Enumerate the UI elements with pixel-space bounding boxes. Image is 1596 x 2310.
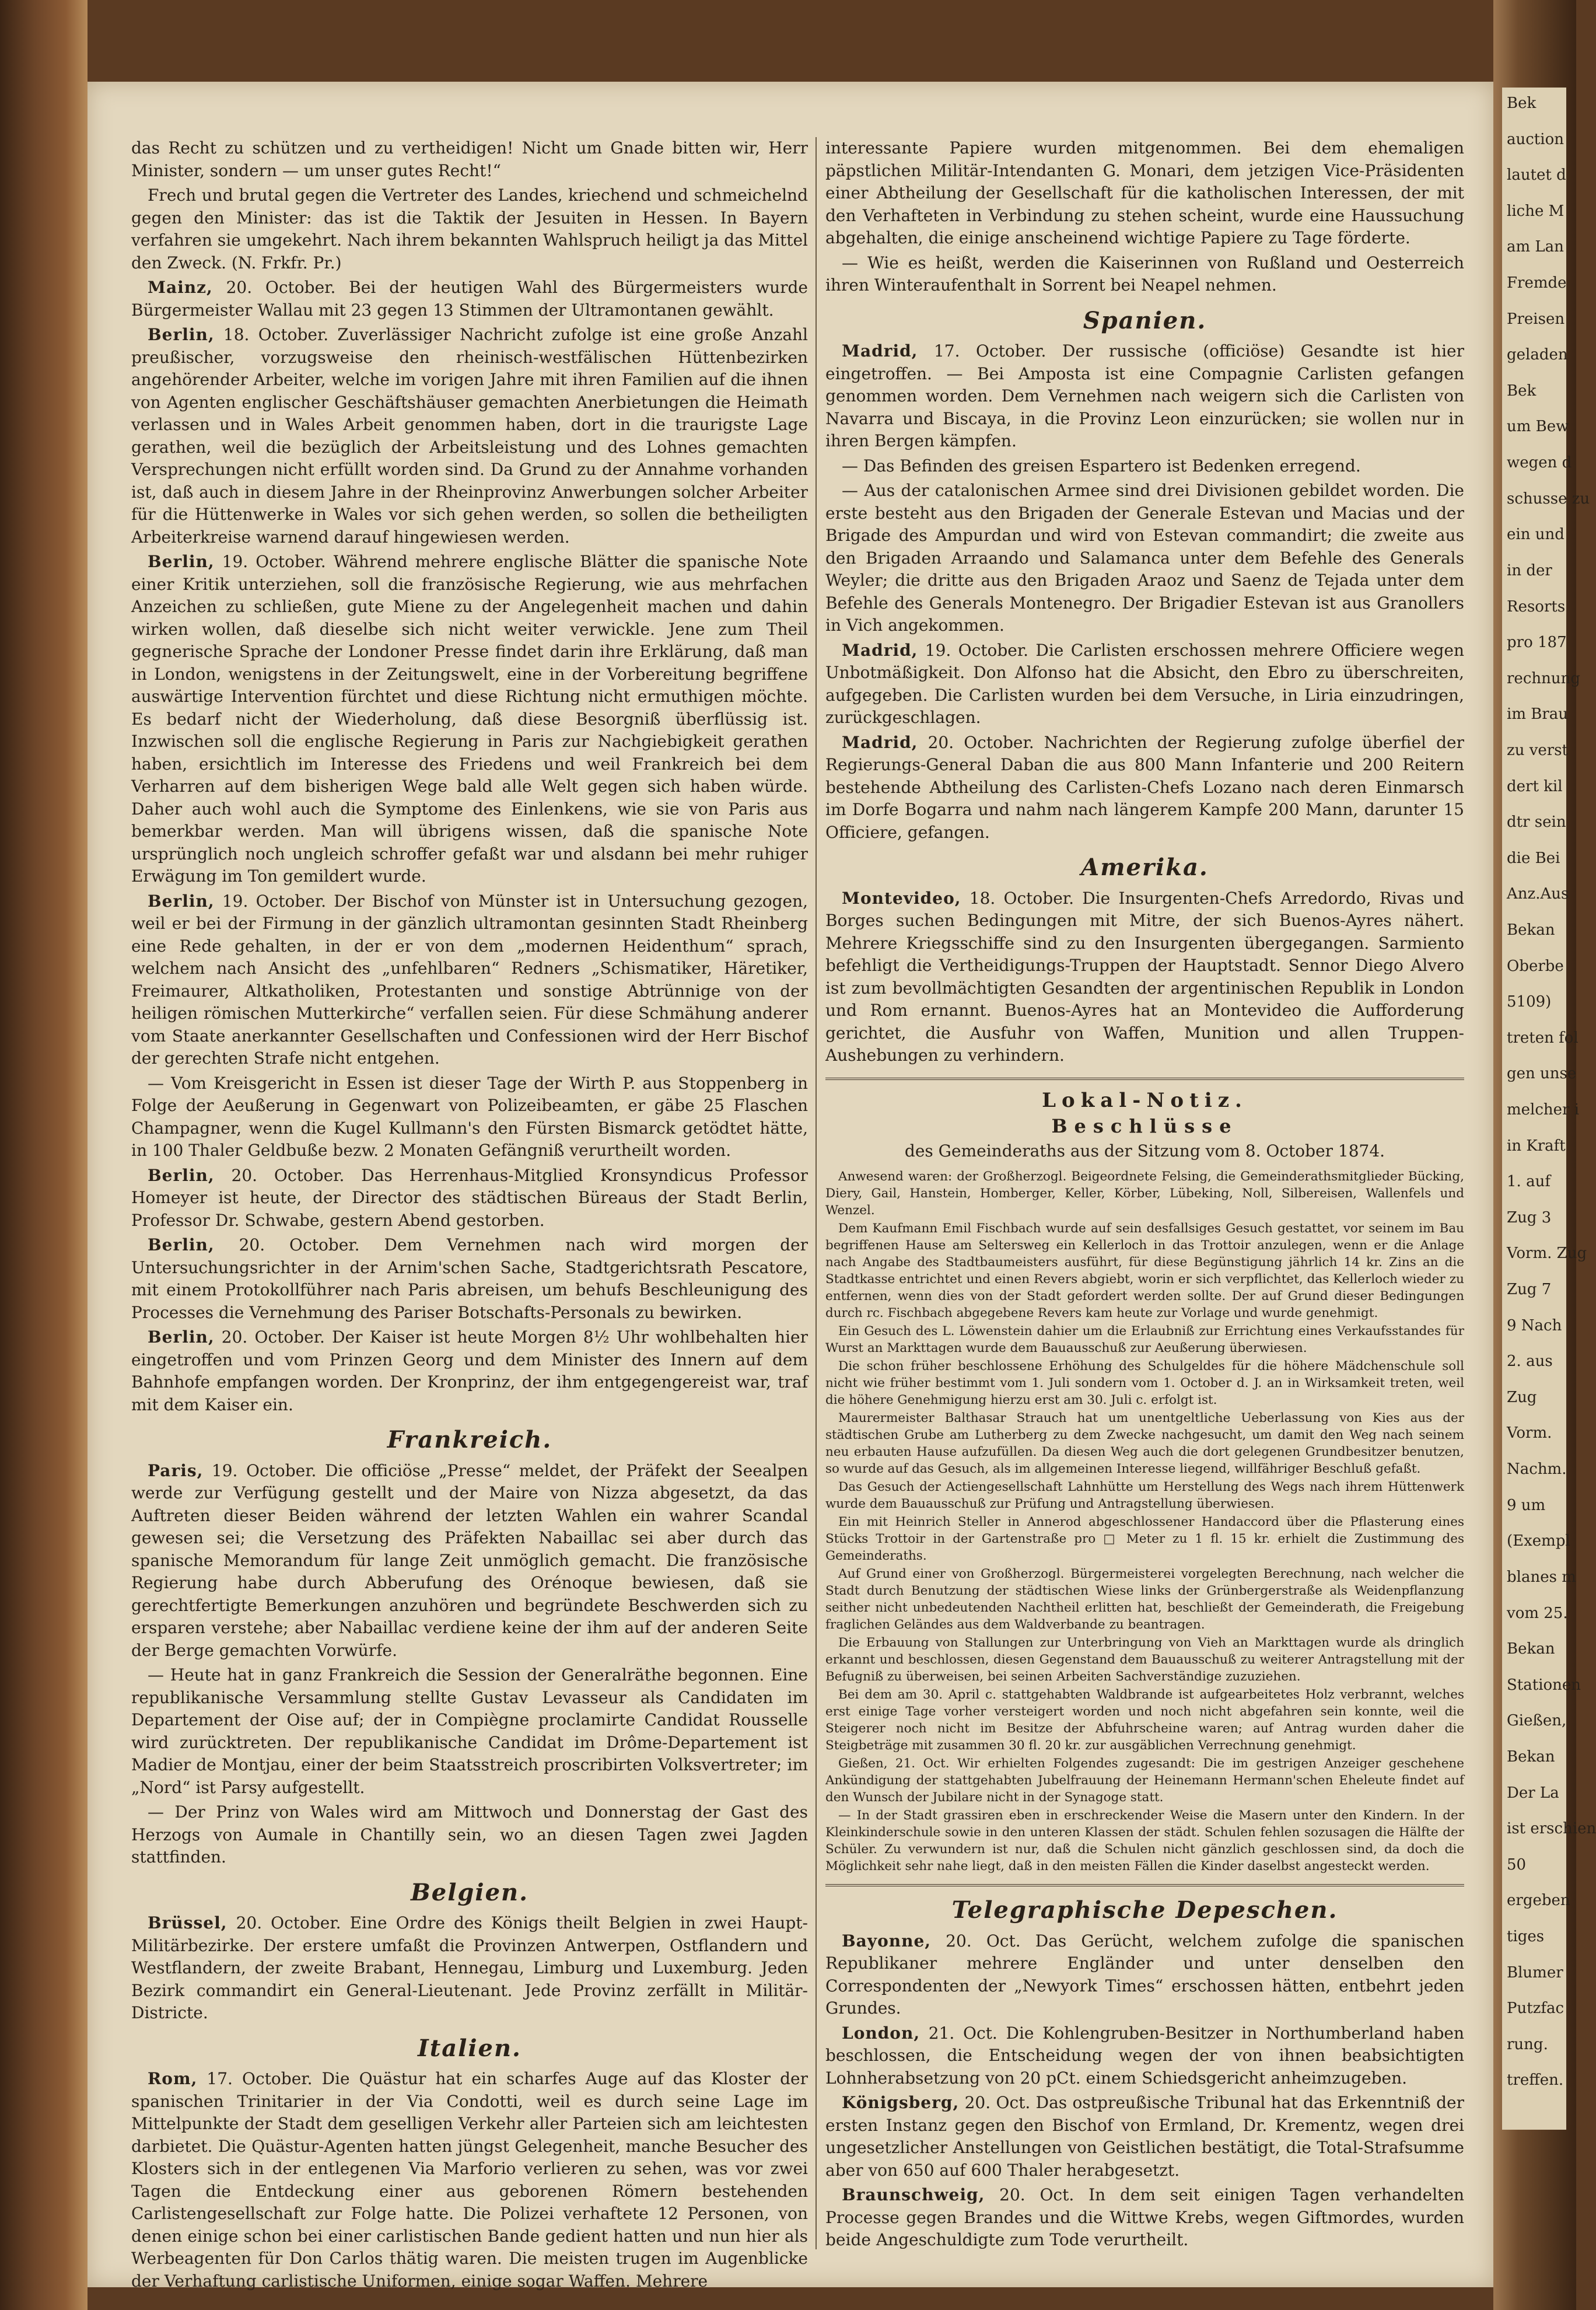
- next-page-fragment: Zug 3: [1507, 1208, 1552, 1226]
- dispatch-text: 18. October. Die Insurgenten-Chefs Arredordo, Rivas und Borges suchen Bedingungen mit Mitre, der sich Buenos-Ayres nähert. Mehrere Kriegsschiffe sind zu den Insurgenten übergegangen. Sarmiento befehligt die Vertheidigungs-Truppen der Hauptstadt. Sennor Diego Alvero ist zum bevollmächtigten Gesandten der argentinischen Republik in London und Rom ernannt. Buenos-Ayres hat an Montevideo die Aufforderung gerichtet, die Ausfuhr von Waffen, Munition und allen Truppen-Aushebungen zu verhindern.: [825, 888, 1464, 1065]
- dispatch-text: 20. October. Dem Vernehmen nach wird morgen der Untersuchungsrichter in der Arnim'schen Sache, Stadtgerichtsrath Pescatore, mit einem Protokollführer nach Paris abreisen, um behufs Beschleunigung des Processes die Vernehmung des Pariser Botschafts-Personals zu bewirken.: [131, 1235, 808, 1322]
- dispatch-berlin: [131, 890, 808, 1070]
- dispatch-text: 20. October. Eine Ordre des Königs theilt Belgien in zwei Haupt-Militärbezirke. Der erstere umfaßt die Provinzen Antwerpen, Ostflandern und Westflandern, der zweite Brabant, Hennegau, Limburg und Luxemburg. Jeden Bezirk commandirt ein General-Lieutenant. Jede Provinz zerfällt in Militär-Districte.: [131, 1913, 808, 2022]
- dispatch-text: 20. Oct. Das ostpreußische Tribunal hat das Erkenntniß der ersten Instanz gegen den Bischof von Ermland, Dr. Krementz, wegen drei ungesetzlicher Anstellungen von Geistlichen bestätigt, die Total-Strafsumme aber von 650 auf 600 Thaler herabgesetzt.: [825, 2093, 1465, 2180]
- lokal-notiz-date: des Gemeinderaths aus der Sitzung vom 8. October 1874.: [904, 1141, 1385, 1161]
- next-page-strip: [1502, 88, 1596, 2130]
- next-page-fragment: 5109): [1507, 993, 1552, 1011]
- dateline: Berlin,: [148, 552, 215, 571]
- next-page-fragment: Vorm.: [1507, 1424, 1552, 1442]
- dispatch-madrid: [825, 340, 1464, 453]
- next-page-fragment: treffen.: [1507, 2071, 1564, 2089]
- next-page-fragment: 2. aus: [1507, 1353, 1553, 1371]
- dispatch-text: 20. October. Das Herrenhaus-Mitglied Kronsyndicus Professor Homeyer ist heute, der Director des städtischen Büreaus der Stadt Berlin, Professor Dr. Schwabe, gestern Abend gestorben.: [131, 1165, 808, 1230]
- left-column: [131, 137, 808, 2291]
- dispatch-koenigsberg: [825, 2092, 1464, 2182]
- dateline: London,: [842, 2023, 921, 2043]
- next-page-fragment: wegen d: [1507, 454, 1572, 472]
- next-page-fragment: Zug: [1507, 1388, 1537, 1406]
- next-page-fragment: ist erschien: [1507, 1820, 1596, 1838]
- dateline: Madrid,: [842, 640, 918, 660]
- dispatch-text: 19. October. Die officiöse „Presse“ meldet, der Präfekt der Seealpen werde zur Verfügung gestellt und der Maire von Nizza abgesetzt, da das Auftreten dieser Beiden während der letzten Wahlen ein wahrer Scandal gewesen sei; die Versetzung des Präfekten Nabaillac sei aber durch das spanische Memorandum für lange Zeit unmöglich gemacht. Die französische Regierung habe durch Abberufung des Orénoque bewiesen, daß sie gerechtfertigte Bemerkungen anzuhören und begründete Beschwerden sich zu ersparen verstehe; aber Nabaillac verdiene keine der ihm auf der anderen Seite der Berge gemachten Vorwürfe.: [131, 1460, 808, 1660]
- column-divider: [816, 137, 817, 2249]
- lokal-notiz-box: [825, 1078, 1464, 1887]
- dispatch-text: 17. October. Der russische (officiöse) Gesandte ist hier eingetroffen. — Bei Amposta ist eine Compagnie Carlisten gefangen genommen worden. Dem Vernehmen nach weigern sich die Carlisten von Navarra und Biscaya, in die Provinz Leon einzurücken; sie wollen nur in ihren Bergen kämpfen.: [825, 341, 1464, 450]
- dispatch-bruessel: [131, 1912, 808, 2025]
- dispatch-text: 20. October. Nachrichten der Regierung zufolge überfiel der Regierungs-General Daban die aus 800 Mann Infanterie und 200 Reitern bestehende Abtheilung des Carlisten-Chefs Lozano nach deren Einmarsch im Dorfe Bogarra und nahm nach längerem Kampfe 200 Mann, darunter 15 Officiere, gefangen.: [825, 732, 1464, 842]
- article-text: — Wie es heißt, werden die Kaiserinnen von Rußland und Oesterreich ihren Winteraufenthalt in Sorrent bei Neapel nehmen.: [825, 253, 1464, 295]
- dateline: Braunschweig,: [842, 2185, 985, 2204]
- section-heading-telegraph: Telegraphische Depeschen.: [951, 1896, 1338, 1924]
- dispatch-bayonne: [825, 1930, 1464, 2020]
- dateline: Brüssel,: [148, 1913, 228, 1932]
- dispatch-madrid: [825, 639, 1464, 729]
- dateline: Madrid,: [842, 732, 918, 752]
- section-heading-italien: Italien.: [418, 2034, 522, 2062]
- next-page-fragment: 1. auf: [1507, 1173, 1550, 1191]
- right-column: [825, 137, 1464, 2249]
- next-page-fragment: rechnung: [1507, 669, 1581, 687]
- article-text: das Recht zu schützen und zu vertheidigen! Nicht um Gnade bitten wir, Herr Minister, sondern — um unser gutes Recht!“: [131, 138, 808, 180]
- article-text: — Der Prinz von Wales wird am Mittwoch und Donnerstag der Gast des Herzogs von Aumale in Chantilly sein, wo an diesen Tagen zwei Jagden stattfinden.: [131, 1802, 808, 1867]
- dispatch-text: 17. October. Die Quästur hat ein scharfes Auge auf das Kloster der spanischen Trinitarier in der Via Condotti, weil es durch seine Lage im Mittelpunkte der Stadt dem geselligen Verkehr aller Parteien sich am leichtesten darbietet. Die Quästur-Agenten hatten jüngst Gelegenheit, manche Besucher des Klosters sich in der entlegenen Via Marforio verlieren zu sehen, was vor zwei Tagen die Entdeckung einer aus geborenen Römern bestehenden Carlistengesellschaft zur Folge hatte. Die Polizei verhaftete 12 Personen, von denen einige schon bei einer carlistischen Bande gedient hatten und nun hier als Werbeagenten für Don Carlos thätig waren. Die meisten trugen im Augenblicke der Verhaftung carlistische Uniformen, einige sogar Waffen. Mehrere: [131, 2069, 808, 2291]
- dispatch-text: 19. October. Die Carlisten erschossen mehrere Officiere wegen Unbotmäßigkeit. Don Alfonso hat die Absicht, den Ebro zu überschreiten, aufgegeben. Die Carlisten wurden bei dem Versuche, in Liria einzudringen, zurückgeschlagen.: [825, 640, 1464, 727]
- next-page-fragment: Preisen: [1507, 310, 1565, 328]
- resolution: Ein Gesuch des L. Löwenstein dahier um die Erlaubniß zur Errichtung eines Verkaufsstandes für Wurst an Markttagen wurde dem Bauausschuß zur Aeußerung überwiesen.: [825, 1324, 1464, 1355]
- dateline: Paris,: [148, 1460, 204, 1480]
- next-page-fragment: (Exempl: [1507, 1532, 1570, 1550]
- dateline: Berlin,: [148, 891, 215, 911]
- next-page-fragment: tiges: [1507, 1927, 1545, 1945]
- next-page-fragment: rung.: [1507, 2035, 1548, 2053]
- next-page-fragment: Bek: [1507, 95, 1536, 112]
- article-text: — Heute hat in ganz Frankreich die Session der Generalräthe begonnen. Eine republikanische Versammlung stellte Gustav Levasseur als Candidaten im Departement der Oise auf; der in Compiègne proclamirte Candidat Rousselle wird zurücktreten. Der republikanische Candidat im Drôme-Departement ist Madier de Montjau, einer der beim Staatsstreich proscribirten Volksvertreter; im „Nord“ ist Parsy aufgestellt.: [131, 1665, 808, 1797]
- resolution: Bei dem am 30. April c. stattgehabten Waldbrande ist aufgearbeitetes Holz verbrannt, welches erst einige Tage vorher versteigert worden und noch nicht abgefahren sein konnte, weil die Steigerer noch nicht im Besitze der Abfuhrscheine waren; auf Antrag wurden daher die Steigbeträge mit zusammen 30 fl. 20 kr. zur ausgäblichen Verrechnung genehmigt.: [825, 1687, 1464, 1753]
- next-page-fragment: um Bew: [1507, 418, 1569, 436]
- dateline: Bayonne,: [842, 1931, 932, 1951]
- resolution: Auf Grund einer von Großherzogl. Bürgermeisterei vorgelegten Berechnung, nach welcher die Stadt durch Benutzung der städtischen Wiese links der Grünbergerstraße als Weidenpflanzung seither nicht unbedeutenden Nachtheil erlitten hat, beschließt der Gemeinderath, die Freigebung fraglichen Geländes aus dem Waldverbande zu beantragen.: [825, 1567, 1464, 1632]
- dateline: Berlin,: [148, 1235, 215, 1254]
- book-edge-left: [0, 0, 88, 2310]
- next-page-fragment: geladen: [1507, 346, 1568, 364]
- dispatch-montevideo: [825, 887, 1464, 1067]
- next-page-fragment: treten fol: [1507, 1029, 1578, 1047]
- dispatch-london: [825, 2022, 1464, 2090]
- section-heading-amerika: Amerika.: [1081, 854, 1209, 881]
- next-page-fragment: auction: [1507, 130, 1564, 148]
- next-page-fragment: 50: [1507, 1855, 1527, 1874]
- resolution: Maurermeister Balthasar Strauch hat um unentgeltliche Ueberlassung von Kies aus der städtischen Grube am Lutherberg zu dem Zwecke nachgesucht, um damit den Weg nach seinem neu erbauten Hause aufzufüllen. Da diesen Weg auch die dort gelegenen Grundbesitzer benutzen, so wurde auf das Gesuch, als im allgemeinen Interesse liegend, willfähriger Beschluß gefaßt.: [825, 1411, 1464, 1476]
- dateline: Montevideo,: [842, 888, 961, 908]
- next-page-fragment: Oberbe: [1507, 957, 1564, 975]
- dateline: Madrid,: [842, 341, 918, 361]
- dispatch-text: 19. October. Während mehrere englische Blätter die spanische Note einer Kritik unterziehen, soll die französische Regierung, wie aus mehrfachen Anzeichen zu schließen, gute Miene zu der Angelegenheit machen und dahin wirken wollen, daß dieselbe sich nicht weiter verwickle. Jene zum Theil gegnerische Sprache der Londoner Presse findet darin ihre Erklärung, daß man in London, wenigstens in der Zeitungswelt, eine in der Vorbereitung begriffene auswärtige Intervention fürchtet und diese Richtung nicht ermuthigen möchte. Es bedarf nicht der Wiederholung, daß diese Besorgniß überflüssig ist. Inzwischen soll die englische Regierung in Paris zur Nachgiebigkeit gerathen haben, ersichtlich im Interesse des Friedens und weil Frankreich bei dem Verharren auf dem bisherigen Wege bald alle Welt gegen sich haben würde. Daher auch wohl auch die Symptome des Einlenkens, wie sie von Paris aus bemerkbar werden. Man will übrigens wissen, daß die spanische Note ursprünglich noch ungleich schroffer gefaßt war und alsdann bei mehr ruhiger Erwägung im Ton gemildert wurde.: [131, 552, 808, 886]
- next-page-fragment: Resorts: [1507, 597, 1566, 616]
- dispatch-madrid: [825, 732, 1464, 844]
- resolution: Ein mit Heinrich Steller in Annerod abgeschlossener Handaccord über die Pflasterung eines Stücks Trottoir in der Gartenstraße pro □ Meter zu 1 fl. 15 kr. erhielt die Zustimmung des Gemeinderaths.: [825, 1515, 1464, 1563]
- lokal-notiz-subtitle: Beschlüsse: [1051, 1115, 1238, 1137]
- next-page-fragment: ergeben: [1507, 1892, 1570, 1910]
- next-page-fragment: gen unse: [1507, 1065, 1577, 1083]
- next-page-fragment: in der: [1507, 561, 1552, 579]
- dateline: Rom,: [148, 2069, 198, 2088]
- dateline: Mainz,: [148, 278, 213, 297]
- next-page-fragment: schusse zu: [1507, 490, 1590, 508]
- dispatch-berlin: [131, 324, 808, 548]
- next-page-fragment: Putzfac: [1507, 2000, 1564, 2018]
- next-page-fragment: Fremde: [1507, 274, 1567, 292]
- next-page-fragment: am Lan: [1507, 238, 1564, 256]
- resolution: Dem Kaufmann Emil Fischbach wurde auf sein desfallsiges Gesuch gestattet, vor seinem im Bau begriffenen Hause am Seltersweg ein Kellerloch in das Trottoir anzulegen, wenn er die Anlage nach Angabe des Stadtbaumeisters ausführt, für diese Begünstigung jährlich 14 kr. Zins an die Stadtkasse entrichtet und einen Revers abgiebt, worin er sich verpflichtet, das Kellerloch wieder zu entfernen, wenn dies von der Stadt gefordert werden sollte. Der auf Grund dieser Bedingungen durch rc. Fischbach abgegebene Revers kam heute zur Vorlage und wurde genehmigt.: [825, 1221, 1464, 1320]
- dispatch-text: 20. October. Bei der heutigen Wahl des Bürgermeisters wurde Bürgermeister Wallau mit 23 gegen 13 Stimmen der Ultramontanen gewählt.: [131, 278, 808, 320]
- next-page-fragment: Anz.Aus: [1507, 885, 1569, 903]
- next-page-fragment: 9 Nach: [1507, 1316, 1562, 1334]
- dispatch-text: 21. Oct. Die Kohlengruben-Besitzer in Northumberland haben beschlossen, die Entscheidung wegen der von ihnen beabsichtigten Lohnherabsetzung von 20 pCt. einem Schiedsgericht anheimzugeben.: [825, 2023, 1464, 2088]
- dispatch-berlin: [131, 1234, 808, 1324]
- article-text: — Aus der catalonischen Armee sind drei Divisionen gebildet worden. Die erste besteht aus den Brigaden der Generale Estevan und Macias und der Brigade des Ampurdan und wird von Estevan commandirt; die zweite aus den Brigaden Arraando und Salamanca unter dem Befehle des Generals Weyler; die dritte aus den Brigaden Araoz und Saenz de Tejada unter dem Befehle des Generals Montenegro. Der Brigadier Estevan ist aus Granollers in Vich angekommen.: [825, 481, 1464, 635]
- dispatch-berlin: [131, 1326, 808, 1416]
- dispatch-berlin: [131, 1165, 808, 1232]
- next-page-fragment: Stationen: [1507, 1676, 1581, 1694]
- next-page-fragment: Bekan: [1507, 1748, 1555, 1766]
- dateline: Berlin,: [148, 1327, 215, 1347]
- next-page-fragment: Bekan: [1507, 1640, 1555, 1658]
- section-heading-frankreich: Frankreich.: [387, 1426, 552, 1453]
- lokal-notiz-title: Lokal-Notiz.: [1042, 1088, 1248, 1112]
- next-page-fragment: Nachm.: [1507, 1460, 1567, 1479]
- next-page-fragment: in Kraft: [1507, 1137, 1566, 1155]
- dispatch-mainz: [131, 277, 808, 321]
- newspaper-page: [88, 82, 1493, 2291]
- dispatch-text: 20. Oct. In dem seit einigen Tagen verhandelten Processe gegen Brandes und die Wittwe Krebs, wegen Giftmordes, wurden beide Angeschuldigte zum Tode verurtheilt.: [825, 2185, 1464, 2249]
- next-page-fragment: Gießen,: [1507, 1712, 1567, 1730]
- next-page-fragment: im Brau: [1507, 705, 1569, 724]
- next-page-fragment: Bek: [1507, 382, 1536, 400]
- next-page-fragment: 9 um: [1507, 1496, 1546, 1514]
- next-page-fragment: zu verst: [1507, 741, 1569, 759]
- attendees: Anwesend waren: der Großherzogl. Beigeordnete Felsing, die Gemeinderathsmitglieder Bücking, Diery, Gail, Hanstein, Homberger, Keller, Körber, Lübeking, Noll, Silbereisen, Wallenfels und Wenzel.: [825, 1169, 1464, 1218]
- local-news: — In der Stadt grassiren eben in erschreckender Weise die Masern unter den Kindern. In der Kleinkinderschule sowie in den unteren Klassen der städt. Schulen fehlen sozusagen die Hälfte der Schüler. Zu verwundern ist nur, daß die Schulen nicht gänzlich geschlossen sind, da doch die Möglichkeit sehr nahe liegt, daß in den meisten Fällen die Kinder daselbst angesteckt werden.: [825, 1808, 1464, 1874]
- dispatch-text: 20. October. Der Kaiser ist heute Morgen 8½ Uhr wohlbehalten hier eingetroffen und vom Prinzen Georg und dem Minister des Innern auf dem Bahnhofe empfangen worden. Der Kronprinz, der ihm entgegengereist war, traf mit dem Kaiser ein.: [131, 1327, 808, 1414]
- dispatch-text: 20. Oct. Das Gerücht, welchem zufolge die spanischen Republikaner mehrere Engländer und unter denselben den Correspondenten der „Newyork Times“ erschossen hätten, entbehrt jeden Grundes.: [825, 1931, 1465, 2018]
- next-page-fragment: vom 25.: [1507, 1604, 1568, 1622]
- next-page-fragment: pro 187: [1507, 634, 1567, 652]
- section-heading-belgien: Belgien.: [410, 1878, 529, 1906]
- next-page-fragment: dtr sein: [1507, 813, 1566, 831]
- next-page-fragment: blanes m: [1507, 1568, 1576, 1586]
- next-page-fragment: Blumer: [1507, 1963, 1563, 1982]
- resolution: Die Erbauung von Stallungen zur Unterbringung von Vieh an Markttagen wurde als dringlich erkannt und beschlossen, diesen Gegenstand dem Bauausschuß zu weiterer Antragstellung mit der Befugniß zu überweisen, bei seinen Arbeiten Sachverständige zuzuziehen.: [825, 1635, 1464, 1684]
- local-news: Gießen, 21. Oct. Wir erhielten Folgendes zugesandt: Die im gestrigen Anzeiger geschehene Ankündigung der stattgehabten Jubelfrauung der Heinemann Hermann'schen Eheleute findet auf den Wunsch der Jubilare nicht in der Synagoge statt.: [825, 1756, 1464, 1805]
- dispatch-rom: [131, 2068, 808, 2292]
- next-page-fragment: ein und: [1507, 526, 1564, 544]
- next-page-fragment: dert kil: [1507, 777, 1563, 795]
- resolution: Das Gesuch der Actiengesellschaft Lahnhütte um Herstellung des Wegs nach ihrem Hüttenwerk wurde dem Bauausschuß zur Prüfung und Antragstellung überwiesen.: [825, 1480, 1464, 1511]
- dateline: Königsberg,: [842, 2093, 960, 2112]
- next-page-fragment: liche M: [1507, 202, 1564, 220]
- next-page-fragment: lautet d: [1507, 166, 1566, 184]
- next-page-fragment: Zug 7: [1507, 1281, 1552, 1299]
- dispatch-berlin: [131, 551, 808, 888]
- dateline: Berlin,: [148, 325, 215, 344]
- dateline: Berlin,: [148, 1165, 215, 1185]
- next-page-fragment: melcher i: [1507, 1101, 1580, 1119]
- lokal-notiz-body: [825, 1168, 1464, 1875]
- resolution: Die schon früher beschlossene Erhöhung des Schulgeldes für die höhere Mädchenschule soll nicht wie früher bestimmt vom 1. Juli sondern vom 1. October d. J. an in Wirksamkeit treten, weil die höhere Genehmigung hierzu erst am 30. Juli c. erfolgt ist.: [825, 1359, 1464, 1407]
- next-page-fragment: die Bei: [1507, 849, 1560, 867]
- dispatch-text: 19. October. Der Bischof von Münster ist in Untersuchung gezogen, weil er bei der Firmung in der gänzlich ultramontan gesinnten Stadt Rheinberg eine Rede gehalten, in der er von dem „modernen Heidenthum“ sprach, welchem nach Ansicht des „unfehlbaren“ Redners „Schismatiker, Häretiker, Freimaurer, Altkatholiken, Protestanten und sonstige Abtrünnige von der heiligen römischen Mutterkirche“ verfallen seien. Für diese Schmähung anderer vom Staate anerkannter Gesellschaften und Confessionen wird der Herr Bischof der gerechten Strafe nicht entgehen.: [131, 891, 808, 1068]
- dispatch-paris: [131, 1460, 808, 1662]
- dispatch-braunschweig: [825, 2184, 1464, 2252]
- article-text: — Das Befinden des greisen Espartero ist Bedenken erregend.: [842, 456, 1361, 476]
- article-text: interessante Papiere wurden mitgenommen. Bei dem ehemaligen päpstlichen Militär-Intendanten G. Monari, dem jetzigen Vice-Präsidenten einer Abtheilung der Gesellschaft für die katholischen Interessen, der mit den Verhafteten in Verbindung zu stehen scheint, wurde eine Haussuchung abgehalten, die einige anscheinend wichtige Papiere zu Tage förderte.: [825, 138, 1464, 247]
- article-text: Frech und brutal gegen die Vertreter des Landes, kriechend und schmeichelnd gegen den Minister: das ist die Taktik der Jesuiten in Hessen. In Bayern verfahren sie umgekehrt. Nach ihrem bekannten Wahlspruch heiligt ja das Mittel den Zweck. (N. Frkfr. Pr.): [131, 186, 808, 272]
- next-page-fragment: Bekan: [1507, 921, 1555, 939]
- dispatch-text: 18. October. Zuverlässiger Nachricht zufolge ist eine große Anzahl preußischer, vorzugsweise den rheinisch-westfälischen Hüttenbezirken angehörender Arbeiter, welche im vorigen Jahre mit ihren Familien auf die ihnen von Agenten englischer Geschäftshäuser gemachten Anerbietungen die Heimath verlassen und in Wales Arbeit genommen haben, dort in die traurigste Lage gerathen, weil die bezüglich der Arbeitsleistung und des Lohnes gemachten Versprechungen nicht erfüllt worden sind. Da Grund zu der Annahme vorhanden ist, daß auch in diesem Jahre in der Rheinprovinz Anwerbungen solcher Arbeiter für die Hüttenwerke in Wales vor sich gehen werden, so sollen die betheiligten Arbeiterkreise warnend darauf hingewiesen werden.: [131, 325, 808, 547]
- next-page-fragment: Vorm. Zug: [1507, 1245, 1587, 1263]
- article-text: — Vom Kreisgericht in Essen ist dieser Tage der Wirth P. aus Stoppenberg in Folge der Aeußerung in Gegenwart von Polizeibeamten, er gäbe 25 Flaschen Champagner, wenn die Kugel Kullmann's den Fürsten Bismarck getödtet hätte, in 100 Thaler Geldbuße bezw. 2 Monaten Gefängniß verurtheilt worden.: [131, 1073, 808, 1160]
- section-heading-spanien: Spanien.: [1083, 306, 1207, 334]
- next-page-fragment: Der La: [1507, 1784, 1559, 1802]
